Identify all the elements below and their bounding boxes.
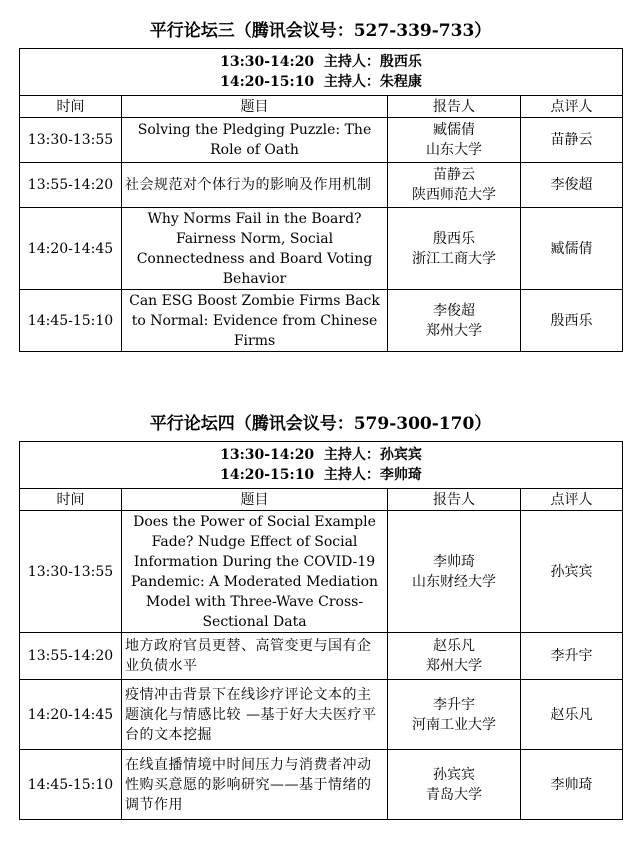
row-topic: 地方政府官员更替、高管变更与国有企业负债水平 — [122, 633, 388, 680]
header-speaker: 报告人 — [388, 96, 521, 118]
header-time: 时间 — [20, 96, 122, 118]
row-speaker — [388, 511, 521, 633]
host-name: 孙宾宾 — [379, 447, 422, 463]
speaker-name: 李升宇 — [433, 696, 475, 713]
hosts-cell — [20, 49, 623, 96]
hosts-cell — [20, 442, 623, 489]
speaker-name: 殷西乐 — [433, 230, 475, 247]
row-speaker — [388, 208, 521, 290]
row-topic: Solving the Pledging Puzzle: The Role of Oath — [122, 118, 388, 163]
host-label: 主持人： — [323, 467, 380, 483]
host-name: 李帅琦 — [379, 467, 422, 483]
row-reviewer: 赵乐凡 — [521, 680, 623, 750]
row-speaker — [388, 118, 521, 163]
row-time: 14:45-15:10 — [20, 750, 122, 820]
row-speaker — [388, 680, 521, 750]
table-row — [20, 118, 623, 163]
row-reviewer: 臧儒倩 — [521, 208, 623, 290]
host-line — [20, 72, 622, 92]
header-row — [20, 489, 623, 511]
table-row — [20, 163, 623, 208]
row-topic: Does the Power of Social Example Fade? Nudge Effect of Social Information During the COVID-19 Pandemic: A Moderated Mediation Model with Three-Wave Cross-Sectional Data — [122, 511, 388, 633]
header-topic: 题目 — [122, 489, 388, 511]
speaker-affiliation: 郑州大学 — [426, 658, 482, 674]
row-reviewer: 李升宇 — [521, 633, 623, 680]
row-topic: 在线直播情境中时间压力与消费者冲动性购买意愿的影响研究——基于情绪的调节作用 — [122, 750, 388, 820]
header-reviewer: 点评人 — [521, 489, 623, 511]
hosts-row — [20, 49, 623, 96]
header-speaker: 报告人 — [388, 489, 521, 511]
host-label: 主持人： — [323, 447, 380, 463]
header-time: 时间 — [20, 489, 122, 511]
speaker-name: 臧儒倩 — [433, 122, 475, 138]
speaker-affiliation: 陕西师范大学 — [412, 187, 496, 203]
table-row — [20, 680, 623, 750]
forum-4-section — [19, 411, 622, 820]
row-reviewer: 李帅琦 — [521, 750, 623, 820]
table-row — [20, 750, 623, 820]
table-row — [20, 633, 623, 680]
host-line — [20, 445, 622, 465]
speaker-name: 李帅琦 — [433, 553, 475, 570]
table-row — [20, 290, 623, 352]
row-reviewer: 殷西乐 — [521, 290, 623, 352]
forum-3-section — [19, 18, 622, 352]
host-name: 殷西乐 — [379, 54, 422, 70]
header-reviewer: 点评人 — [521, 96, 623, 118]
host-line — [20, 52, 622, 72]
row-time: 14:20-14:45 — [20, 208, 122, 290]
forum-title: 平行论坛四（腾讯会议号：579-300-170） — [149, 414, 492, 434]
speaker-name: 孙宾宾 — [433, 766, 475, 783]
row-topic: Why Norms Fail in the Board? Fairness Norm, Social Connectedness and Board Voting Behavior — [122, 208, 388, 290]
host-time: 13:30-14:20 — [220, 54, 315, 70]
host-time: 14:20-15:10 — [220, 74, 315, 90]
header-row — [20, 96, 623, 118]
speaker-affiliation: 河南工业大学 — [412, 716, 496, 733]
hosts-row — [20, 442, 623, 489]
row-speaker — [388, 750, 521, 820]
host-label: 主持人： — [323, 54, 380, 70]
host-time: 14:20-15:10 — [220, 467, 315, 483]
row-time: 13:55-14:20 — [20, 163, 122, 208]
row-reviewer: 苗静云 — [521, 118, 623, 163]
row-reviewer: 李俊超 — [521, 163, 623, 208]
row-speaker — [388, 290, 521, 352]
row-speaker — [388, 163, 521, 208]
speaker-name: 苗静云 — [433, 167, 475, 183]
table-row — [20, 208, 623, 290]
forum-title: 平行论坛三（腾讯会议号：527-339-733） — [149, 21, 492, 41]
row-speaker — [388, 633, 521, 680]
row-reviewer: 孙宾宾 — [521, 511, 623, 633]
row-topic: 社会规范对个体行为的影响及作用机制 — [122, 163, 388, 208]
speaker-name: 赵乐凡 — [433, 638, 475, 654]
host-label: 主持人： — [323, 74, 380, 90]
header-topic: 题目 — [122, 96, 388, 118]
schedule-table — [19, 48, 623, 352]
row-time: 14:20-14:45 — [20, 680, 122, 750]
schedule-table — [19, 441, 623, 820]
host-line — [20, 465, 622, 485]
host-name: 朱程康 — [379, 74, 422, 90]
speaker-affiliation: 浙江工商大学 — [412, 250, 496, 267]
speaker-affiliation: 山东大学 — [426, 142, 482, 158]
speaker-affiliation: 郑州大学 — [426, 322, 482, 339]
row-time: 13:55-14:20 — [20, 633, 122, 680]
speaker-affiliation: 青岛大学 — [426, 786, 482, 803]
speaker-affiliation: 山东财经大学 — [412, 573, 496, 590]
host-time: 13:30-14:20 — [220, 447, 315, 463]
speaker-name: 李俊超 — [433, 302, 475, 319]
table-row — [20, 511, 623, 633]
row-topic: 疫情冲击背景下在线诊疗评论文本的主题演化与情感比较 —基于好大夫医疗平台的文本挖掘 — [122, 680, 388, 750]
row-time: 14:45-15:10 — [20, 290, 122, 352]
row-topic: Can ESG Boost Zombie Firms Back to Normal: Evidence from Chinese Firms — [122, 290, 388, 352]
row-time: 13:30-13:55 — [20, 118, 122, 163]
row-time: 13:30-13:55 — [20, 511, 122, 633]
